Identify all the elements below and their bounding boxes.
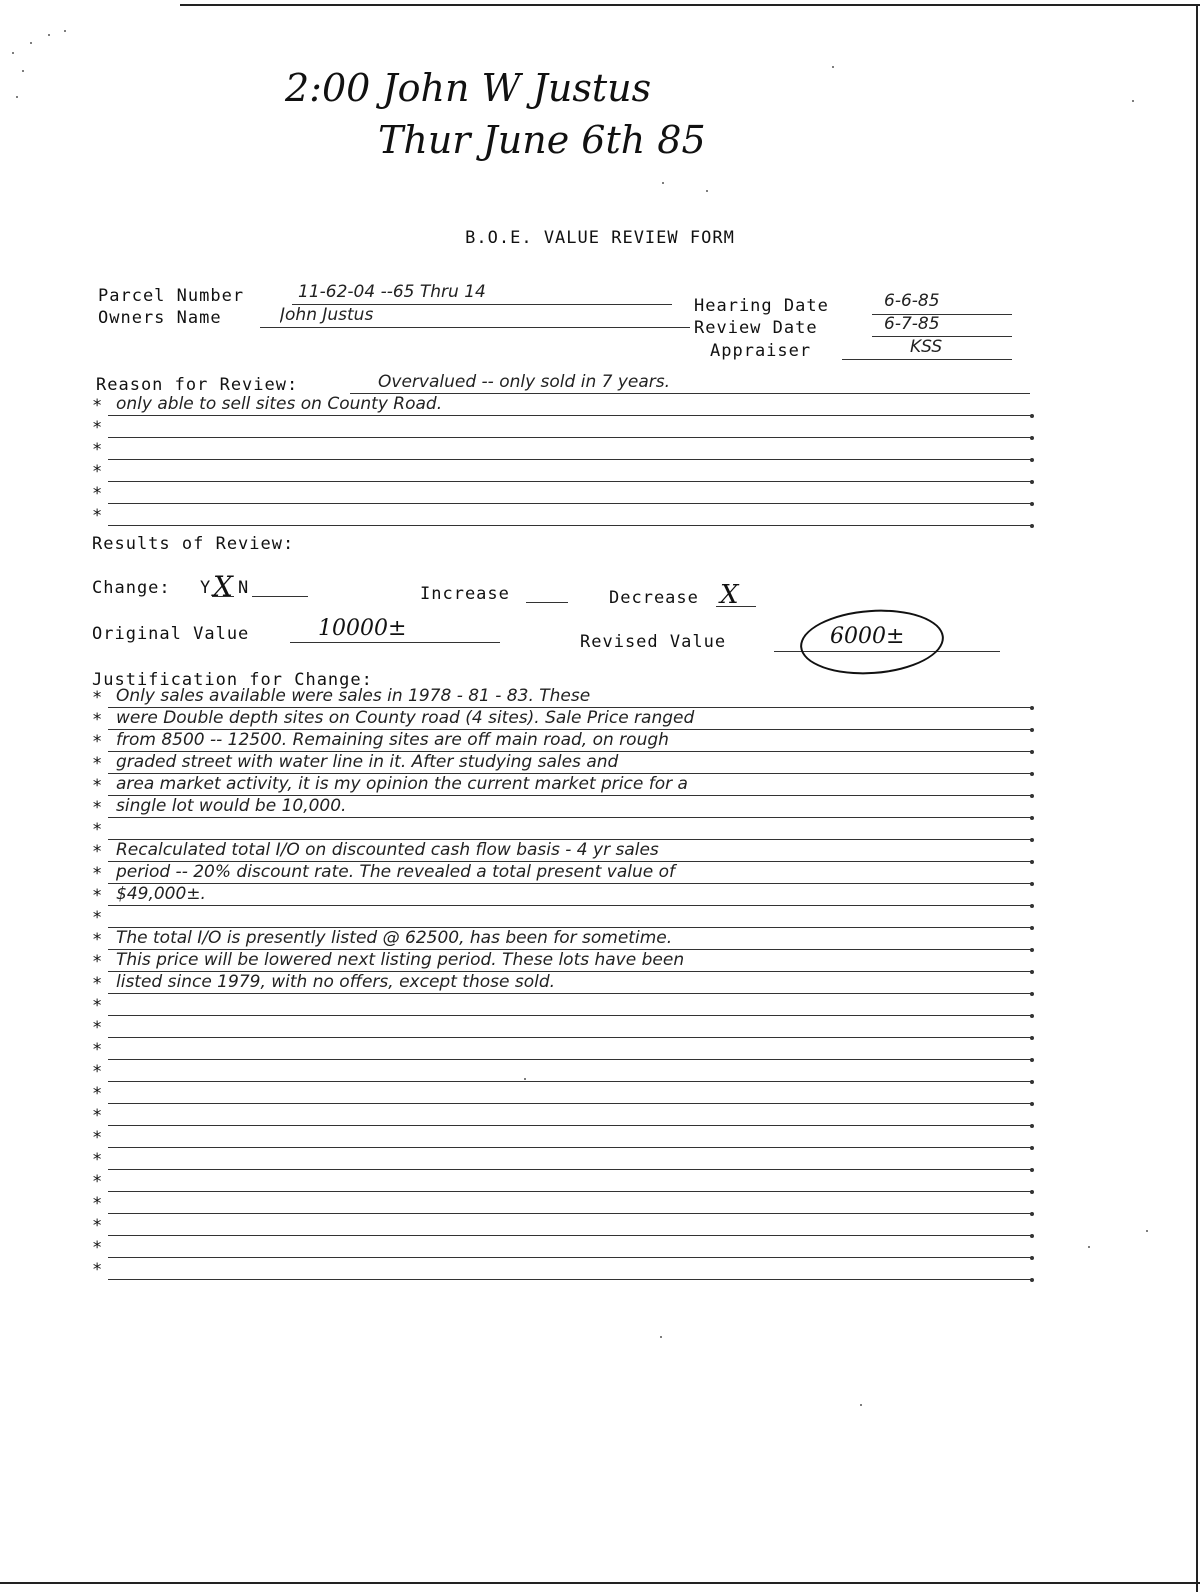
justification-row	[92, 1150, 1032, 1172]
justification-row	[92, 996, 1032, 1018]
row-marker: *	[92, 798, 103, 818]
row-marker: *	[92, 864, 103, 884]
row-marker: *	[92, 418, 103, 438]
scan-speck	[64, 30, 66, 32]
justification-row	[92, 820, 1032, 842]
original-value-line	[290, 642, 500, 643]
decrease-mark: X	[720, 580, 739, 610]
justification-line-text: $49,000±.	[116, 884, 206, 904]
appraiser-line	[842, 359, 1012, 360]
reason-line-text: only able to sell sites on County Road.	[116, 394, 443, 414]
justification-row	[92, 1216, 1032, 1238]
row-marker: *	[92, 1238, 103, 1258]
scan-speck	[1132, 100, 1134, 102]
scan-speck	[524, 1078, 526, 1080]
justification-row	[92, 930, 1032, 952]
review-date-label: Review Date	[694, 318, 818, 338]
scan-speck	[48, 34, 50, 36]
appraiser-label: Appraiser	[710, 341, 812, 361]
parcel-number-value: 11-62-04 --65 Thru 14	[298, 282, 486, 302]
owners-name-line	[260, 327, 690, 328]
row-marker: *	[92, 396, 103, 416]
row-marker: *	[92, 1018, 103, 1038]
row-marker: *	[92, 754, 103, 774]
justification-row	[92, 776, 1032, 798]
justification-line-text: Recalculated total I/O on discounted cash flow basis - 4 yr sales	[116, 840, 659, 860]
scan-speck	[22, 70, 24, 72]
justification-label: Justification for Change:	[92, 670, 373, 690]
justification-row	[92, 908, 1032, 930]
change-yes-label: Y	[200, 578, 212, 598]
hearing-date-value: 6-6-85	[884, 291, 940, 311]
justification-row	[92, 952, 1032, 974]
reason-row	[92, 440, 1032, 462]
row-marker: *	[92, 1216, 103, 1236]
justification-line-text: This price will be lowered next listing period. These lots have been	[116, 950, 685, 970]
justification-line-text: Only sales available were sales in 1978 - 81 - 83. These	[116, 686, 591, 706]
justification-row	[92, 732, 1032, 754]
row-marker: *	[92, 952, 103, 972]
original-value-text: 10000±	[318, 616, 407, 641]
justification-line-text: from 8500 -- 12500. Remaining sites are off main road, on rough	[116, 730, 669, 750]
reason-row	[92, 396, 1032, 418]
justification-row	[92, 710, 1032, 732]
form-title: B.O.E. VALUE REVIEW FORM	[465, 228, 735, 248]
row-marker: *	[92, 1150, 103, 1170]
justification-row	[92, 1040, 1032, 1062]
scan-speck	[1146, 1230, 1148, 1232]
review-date-value: 6-7-85	[884, 314, 940, 334]
row-marker: *	[92, 930, 103, 950]
row-marker: *	[92, 908, 103, 928]
row-marker: *	[92, 462, 103, 482]
justification-row	[92, 1194, 1032, 1216]
reason-first-line-text: Overvalued -- only sold in 7 years.	[378, 372, 671, 392]
row-marker: *	[92, 842, 103, 862]
row-marker: *	[92, 974, 103, 994]
revised-value-label: Revised Value	[580, 632, 727, 652]
justification-row	[92, 1172, 1032, 1194]
justification-row	[92, 1084, 1032, 1106]
justification-row	[92, 688, 1032, 710]
increase-label: Increase	[420, 584, 510, 604]
row-marker: *	[92, 1062, 103, 1082]
row-marker: *	[92, 688, 103, 708]
handwritten-header-line2: Thur June 6th 85	[378, 118, 706, 162]
justification-row	[92, 842, 1032, 864]
row-marker: *	[92, 440, 103, 460]
scan-speck	[662, 182, 664, 184]
justification-row	[92, 886, 1032, 908]
increase-line	[526, 602, 568, 603]
row-marker: *	[92, 996, 103, 1016]
justification-row	[92, 1128, 1032, 1150]
justification-line-text: The total I/O is presently listed @ 62500, has been for sometime.	[116, 928, 673, 948]
justification-line-text: graded street with water line in it. After studying sales and	[116, 752, 619, 772]
reason-row	[92, 418, 1032, 440]
justification-line-text: area market activity, it is my opinion the current market price for a	[116, 774, 688, 794]
justification-row	[92, 864, 1032, 886]
change-no-label: N	[238, 578, 250, 598]
original-value-label: Original Value	[92, 624, 250, 644]
justification-row	[92, 974, 1032, 996]
row-marker: *	[92, 1106, 103, 1126]
reason-row	[92, 484, 1032, 506]
scan-speck	[706, 190, 708, 192]
justification-line-text: were Double depth sites on County road (4 sites). Sale Price ranged	[116, 708, 695, 728]
justification-line-text: single lot would be 10,000.	[116, 796, 347, 816]
scan-speck	[1088, 1246, 1090, 1248]
revised-value-text: 6000±	[830, 624, 905, 649]
row-marker: *	[92, 886, 103, 906]
row-marker: *	[92, 776, 103, 796]
justification-row	[92, 1062, 1032, 1084]
scan-speck	[860, 1404, 862, 1406]
justification-row	[92, 754, 1032, 776]
row-marker: *	[92, 1084, 103, 1104]
owners-name-label: Owners Name	[98, 308, 222, 328]
scan-speck	[12, 52, 14, 54]
justification-row	[92, 1238, 1032, 1260]
change-no-line	[252, 596, 308, 597]
page-border-top	[180, 4, 1200, 6]
row-marker: *	[92, 710, 103, 730]
change-yes-mark: X	[213, 570, 233, 603]
justification-line-text: period -- 20% discount rate. The revealed a total present value of	[116, 862, 675, 882]
row-marker: *	[92, 1128, 103, 1148]
scan-speck	[16, 96, 18, 98]
row-marker: *	[92, 484, 103, 504]
page-border-bottom	[0, 1582, 1200, 1584]
scan-speck	[832, 66, 834, 68]
row-marker: *	[92, 820, 103, 840]
justification-row	[92, 1260, 1032, 1282]
row-marker: *	[92, 1172, 103, 1192]
row-marker: *	[92, 1040, 103, 1060]
row-marker: *	[92, 732, 103, 752]
reason-row	[92, 506, 1032, 528]
scan-speck	[30, 42, 32, 44]
justification-row	[92, 1018, 1032, 1040]
justification-row	[92, 798, 1032, 820]
handwritten-header-line1: 2:00 John W Justus	[285, 66, 652, 110]
parcel-number-label: Parcel Number	[98, 286, 245, 306]
hearing-date-label: Hearing Date	[694, 296, 829, 316]
reason-for-review-label: Reason for Review:	[96, 375, 299, 395]
row-marker: *	[92, 1260, 103, 1280]
results-of-review-label: Results of Review:	[92, 534, 295, 554]
row-marker: *	[92, 506, 103, 526]
change-label: Change:	[92, 578, 171, 598]
decrease-label: Decrease	[609, 588, 699, 608]
owners-name-value: John Justus	[280, 305, 374, 325]
justification-row	[92, 1106, 1032, 1128]
reason-row	[92, 462, 1032, 484]
row-marker: *	[92, 1194, 103, 1214]
appraiser-value: KSS	[910, 337, 943, 357]
justification-line-text: listed since 1979, with no offers, except those sold.	[116, 972, 556, 992]
scan-speck	[660, 1336, 662, 1338]
